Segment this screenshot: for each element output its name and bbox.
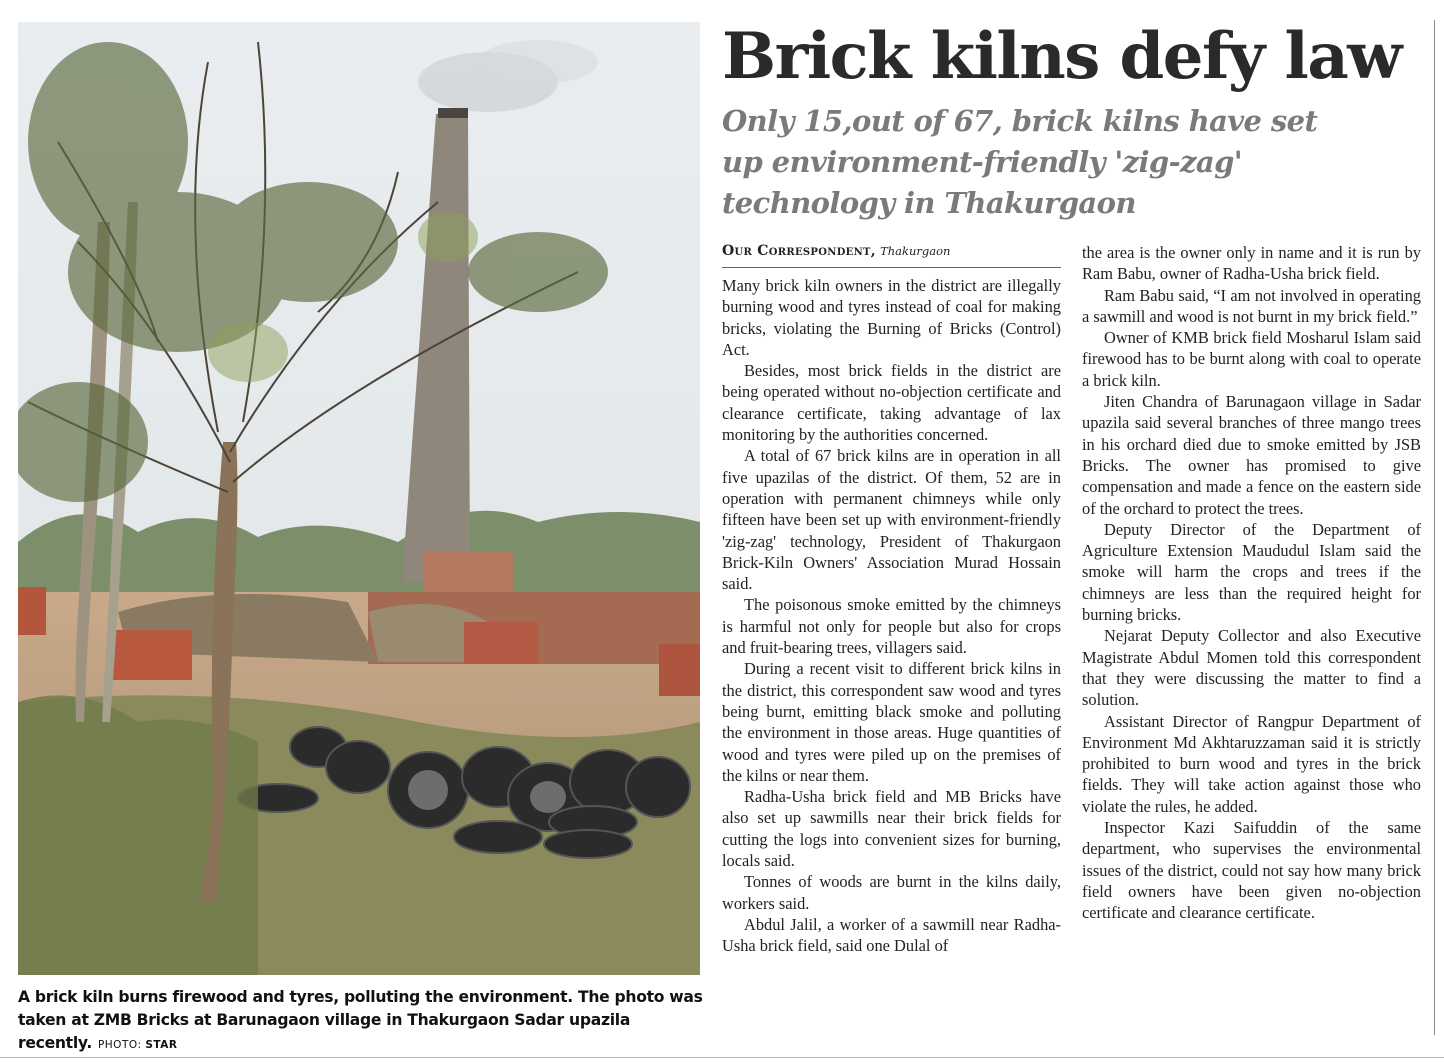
- news-photo: [18, 22, 700, 975]
- paragraph: the area is the owner only in name and it is run by Ram Babu, owner of Radha-Usha brick field.: [1082, 243, 1421, 284]
- photo-credit-label: PHOTO:: [97, 1039, 142, 1051]
- photo-credit: [98, 1039, 178, 1051]
- paragraph: Besides, most brick fields in the district are being operated without no-objection certificate and clearance certificate, taking advantage of lax monitoring by the authorities concerned.: [722, 361, 1061, 445]
- subheadline: Only 15,out of 67, brick kilns have set up environment-friendly 'zig-zag' technology in Thakurgaon: [722, 104, 1318, 220]
- page-bottom-rule: [0, 1057, 1444, 1058]
- byline: [722, 241, 1061, 268]
- paragraph: Ram Babu said, “I am not involved in operating a sawmill and wood is not burnt in my brick field.”: [1082, 285, 1421, 326]
- paragraph: The poisonous smoke emitted by the chimneys is harmful not only for people but also for crops and fruit-bearing trees, villagers said.: [722, 595, 1061, 658]
- photo-credit-source: STAR: [145, 1039, 178, 1051]
- paragraph: Many brick kiln owners in the district are illegally burning wood and tyres instead of coal for making bricks, violating the Burning of Bricks (Control) Act.: [722, 276, 1061, 359]
- headline: Brick kilns defy law: [722, 19, 1401, 94]
- photo-caption: [18, 986, 708, 1057]
- byline-author: Our Correspondent,: [722, 243, 876, 259]
- paragraph: Jiten Chandra of Barunagaon village in Sadar upazila said several branches of three mango trees in his orchard died due to smoke emitted by JSB Bricks. The owner has promised to give compensation and made a fence on the eastern side of the orchard to protect the trees.: [1082, 392, 1421, 518]
- byline-place: Thakurgaon: [880, 244, 951, 258]
- paragraph: Assistant Director of Rangpur Department of Environment Md Akhtaruzzaman said it is strictly prohibited to burn wood and tyres in the brick fields. They will take action against those who violate the rules, he added.: [1082, 711, 1421, 816]
- paragraph: Inspector Kazi Saifuddin of the same department, who supervises the environmental issues of the district, could not say how many brick field owners have been given no-objection certificate and clearance certificate.: [1082, 818, 1421, 923]
- article-column-1: [722, 275, 1061, 957]
- paragraph: Radha-Usha brick field and MB Bricks have also set up sawmills near their brick fields for cutting the logs into convenient sizes for burning, locals said.: [722, 787, 1061, 871]
- paragraph: Owner of KMB brick field Mosharul Islam said firewood has to be burnt along with coal to operate a brick kiln.: [1082, 328, 1421, 390]
- caption-text: A brick kiln burns firewood and tyres, polluting the environment. The photo was taken at ZMB Bricks at Barunagaon village in Thakurgaon Sadar upazila recently.: [18, 988, 703, 1052]
- paragraph: Tonnes of woods are burnt in the kilns daily, workers said.: [722, 872, 1061, 913]
- paragraph: A total of 67 brick kilns are in operation in all five upazilas of the district. Of them, 52 are in operation with permanent chimneys while only fifteen have been set up with environment-friendly 'zig-zag' technology, President of Thakurgaon Brick-Kiln Owners' Association Murad Hossain said.: [722, 446, 1061, 594]
- article-column-2: [1082, 242, 1421, 924]
- paragraph: Abdul Jalil, a worker of a sawmill near Radha-Usha brick field, said one Dulal of: [722, 914, 1061, 956]
- paragraph: During a recent visit to different brick kilns in the district, this correspondent saw wood and tyres being burnt, emitting black smoke and polluting the environment in those areas. Huge quantities of wood and tyres were piled up on the premises of the kilns or near them.: [722, 659, 1061, 785]
- paragraph: Deputy Director of the Department of Agriculture Extension Maududul Islam said the smoke will harm the crops and trees if the chimneys are less than the required height for burning bricks.: [1082, 519, 1421, 625]
- paragraph: Nejarat Deputy Collector and also Executive Magistrate Abdul Momen told this correspondent that they were discussing the matter to find a solution.: [1082, 626, 1421, 710]
- column-divider: [1434, 20, 1435, 1035]
